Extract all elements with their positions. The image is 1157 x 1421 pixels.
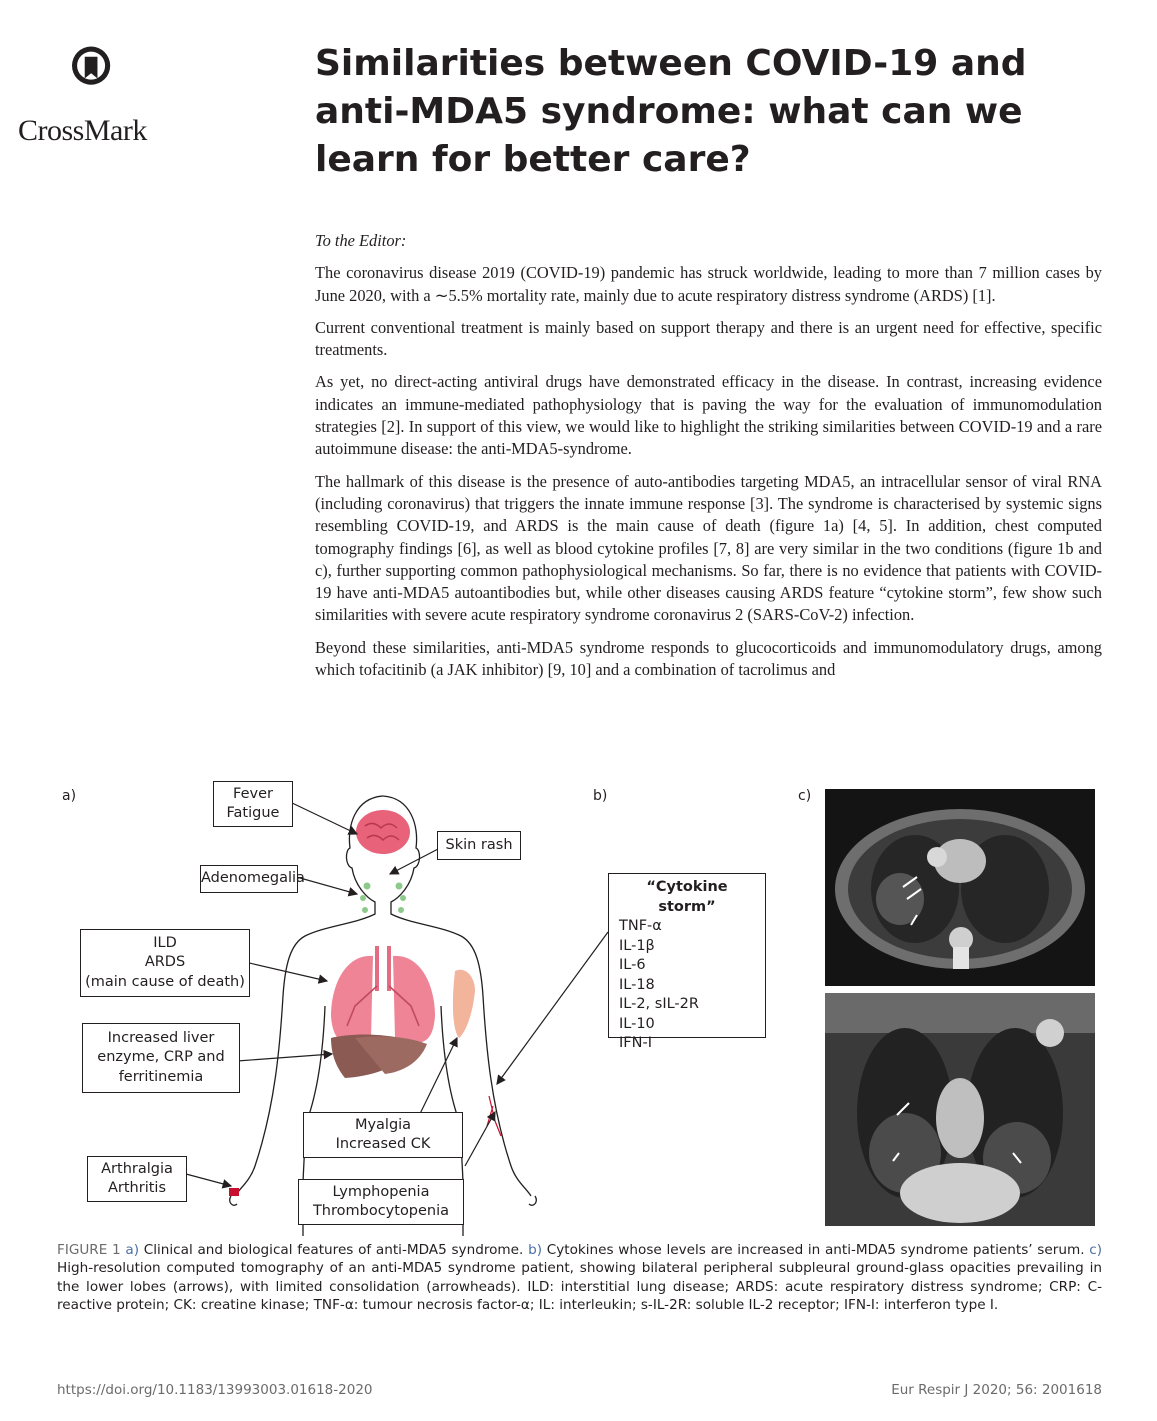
ct-axial-image	[825, 789, 1095, 986]
lymphopenia-label: Lymphopenia Thrombocytopenia	[298, 1179, 464, 1225]
cytokine-item: TNF-α	[619, 918, 662, 934]
cytokine-item: IL-1β	[619, 937, 655, 954]
adenomegalia-label: Adenomegalia	[200, 865, 298, 893]
paragraph-5: Beyond these similarities, anti-MDA5 syndrome responds to glucocorticoids and immunomodulatory drugs, among which tofacitinib (a JAK inhibitor) [9, 10] and a combination of tacrolimus and	[315, 637, 1102, 680]
myalgia-label: Myalgia Increased CK	[303, 1112, 463, 1158]
article-body	[315, 230, 1102, 691]
paragraph-1: The coronavirus disease 2019 (COVID-19) pandemic has struck worldwide, leading to more than 7 million cases by June 2020, with a ∼5.5% mortality rate, mainly due to acute respiratory distress syndrome (ARDS) [1].	[315, 263, 1102, 305]
ild-label: ILD ARDS (main cause of death)	[80, 929, 250, 997]
cytokine-item: IL-18	[619, 976, 655, 993]
liver-label: Increased liver enzyme, CRP and ferritinemia	[82, 1023, 240, 1093]
cytokine-title: “Cytokine storm”	[646, 879, 728, 915]
ct-coronal-image	[825, 993, 1095, 1226]
panel-c-label: c)	[798, 788, 812, 804]
arthralgia-label: Arthralgia Arthritis	[87, 1156, 187, 1202]
caption-b-tag: b)	[528, 1242, 542, 1258]
figure-caption	[57, 1241, 1102, 1314]
ct-scan-axial	[825, 789, 1095, 986]
caption-c-tag: c)	[1089, 1242, 1102, 1258]
article-title: Similarities between COVID-19 and anti-MDA5 syndrome: what can we learn for better care?	[315, 43, 1027, 180]
salutation: To the Editor:	[315, 231, 407, 250]
doi-link[interactable]: https://doi.org/10.1183/13993003.01618-2020	[57, 1382, 373, 1398]
caption-a-text: Clinical and biological features of anti-MDA5 syndrome.	[139, 1242, 529, 1258]
citation: Eur Respir J 2020; 56: 2001618	[891, 1382, 1102, 1398]
cytokine-item: IL-6	[619, 957, 646, 973]
cytokine-item: IL-2, sIL-2R	[619, 996, 699, 1012]
ct-scan-coronal	[825, 993, 1095, 1226]
paragraph-3: As yet, no direct-acting antiviral drugs have demonstrated efficacy in the disease. In contrast, increasing evidence indicates an immune-mediated pathophysiology that is paving the way for the evaluation of immunomodulation strategies [2]. In support of this view, we would like to highlight the striking similarities between COVID-19 and a rare autoimmune disease: the anti-MDA5-syndrome.	[315, 372, 1102, 459]
caption-c-text: High-resolution computed tomography of an anti-MDA5 syndrome patient, showing bilateral peripheral subpleural ground-glass opacities prevailing in the lower lobes (arrows), with limited consolidation (arrowheads). ILD: interstitial lung disease; ARDS: acute respiratory distress syndrome; CRP: C-reactive protein; CK: creatine kinase; TNF-α: tumour necrosis factor-α; IL: interleukin; s-IL-2R: soluble IL-2 receptor; IFN-I: interferon type I.	[57, 1260, 1102, 1313]
paragraph-4: The hallmark of this disease is the presence of auto-antibodies targeting MDA5, an intracellular sensor of viral RNA (including coronavirus) that triggers the innate immune response [3]. The syndrome is characterised by systemic signs resembling COVID-19, and ARDS is the main cause of death (figure 1a) [4, 5]. In addition, chest computed tomography findings [6], as well as blood cytokine profiles [7, 8] are very similar in the two conditions (figure 1b and c), further supporting common pathophysiological mechanisms. So far, there is no evidence that patients with COVID-19 have anti-MDA5 autoantibodies but, while other diseases causing ARDS feature “cytokine storm”, few show such similarities with severe acute respiratory syndrome coronavirus 2 (SARS-CoV-2) infection.	[315, 471, 1102, 625]
crossmark-text: CrossMark	[18, 114, 147, 147]
cytokine-item: IFN-I	[619, 1035, 652, 1051]
crossmark-logo[interactable]	[18, 44, 168, 114]
caption-b-text: Cytokines whose levels are increased in anti-MDA5 syndrome patients’ serum.	[542, 1242, 1090, 1258]
panel-b-label: b)	[593, 788, 608, 804]
panel-a-label: a)	[62, 788, 77, 804]
figure-1	[55, 776, 1105, 1236]
skin-rash-label: Skin rash	[437, 831, 521, 860]
paragraph-2: Current conventional treatment is mainly based on support therapy and there is an urgent need for effective, specific treatments.	[315, 317, 1102, 360]
caption-figure-tag: FIGURE 1	[57, 1242, 121, 1258]
cytokine-storm-box	[608, 873, 766, 1051]
caption-a-tag: a)	[125, 1242, 140, 1258]
fever-label: Fever Fatigue	[213, 781, 293, 827]
cytokine-item: IL-10	[619, 1015, 655, 1032]
